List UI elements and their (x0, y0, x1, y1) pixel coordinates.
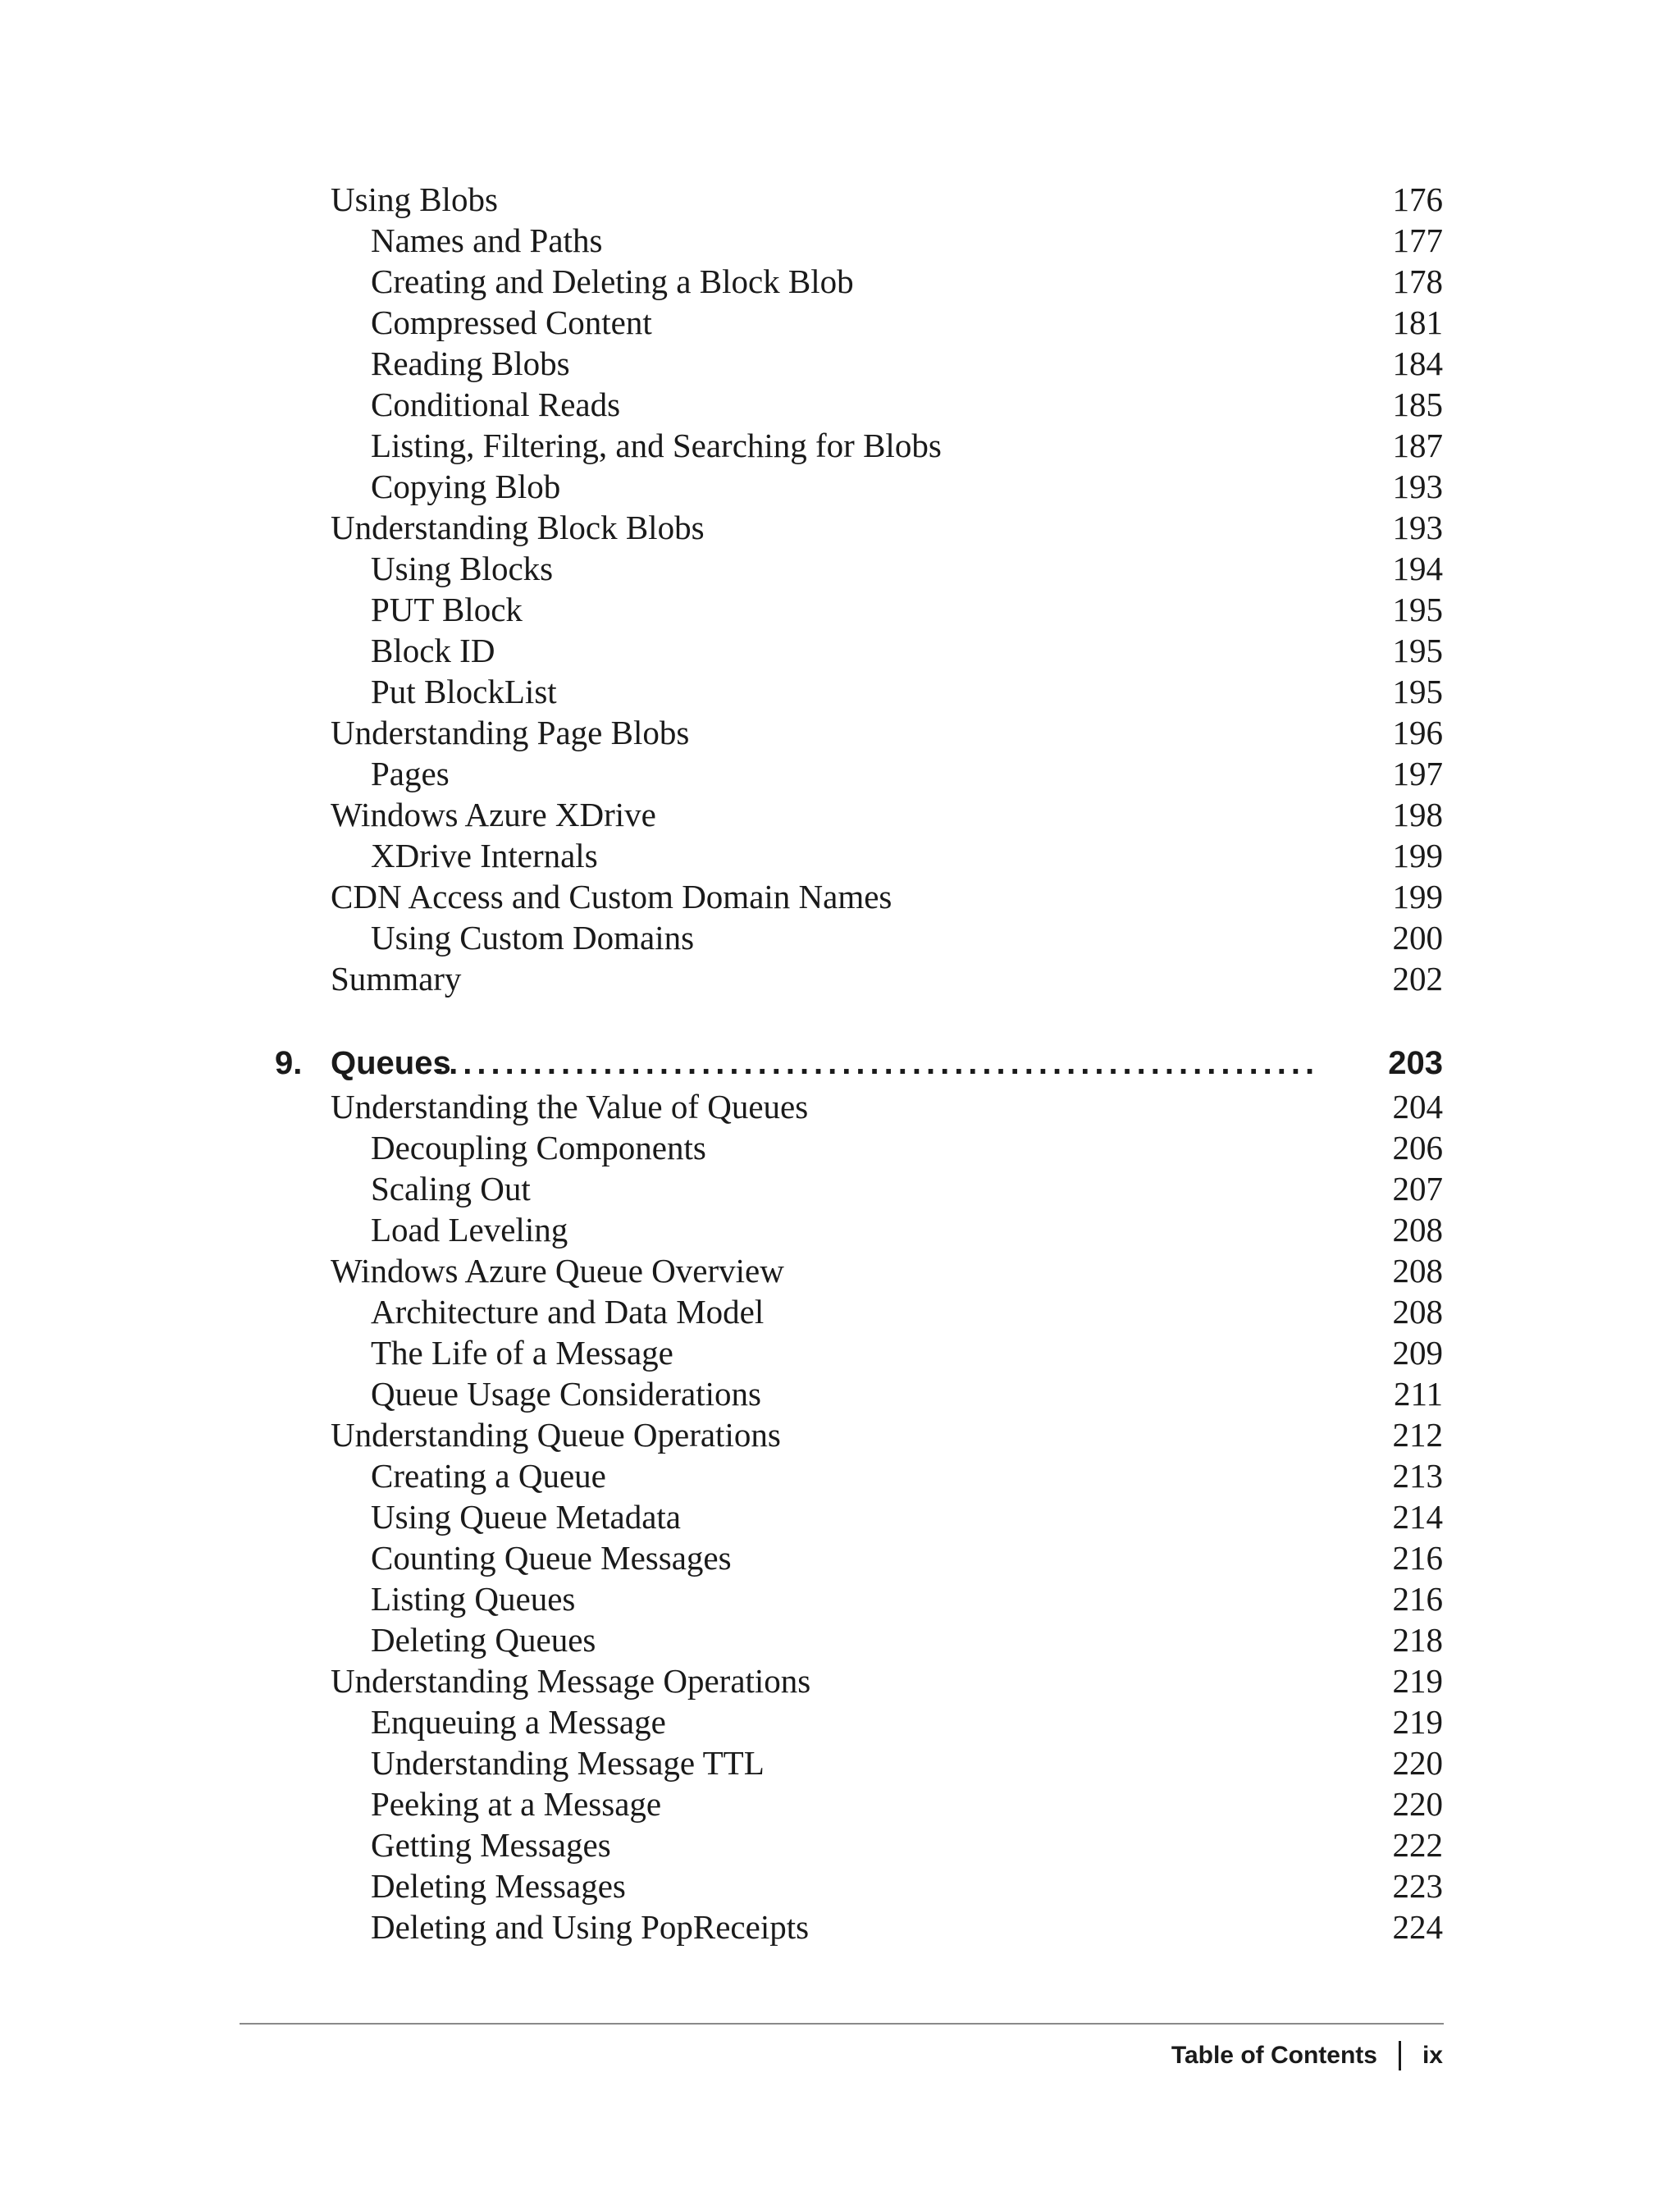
toc-entry[interactable] (0, 220, 1680, 261)
toc-entry-page: 218 (1392, 1621, 1443, 1659)
chapter-page: 203 (1388, 1045, 1443, 1081)
footer-separator (1399, 2041, 1401, 2070)
toc-entry[interactable] (0, 466, 1680, 507)
toc-entry[interactable] (0, 835, 1680, 876)
toc-entry-title: Listing, Filtering, and Searching for Blobs (371, 427, 942, 464)
toc-entry-title: PUT Block (371, 591, 523, 628)
footer-divider (240, 2023, 1444, 2025)
toc-entry-title: Understanding the Value of Queues (331, 1088, 809, 1125)
toc-entry-title: CDN Access and Custom Domain Names (331, 878, 892, 915)
toc-entry[interactable] (0, 507, 1680, 548)
toc-entry[interactable] (0, 384, 1680, 425)
toc-entry[interactable] (0, 1865, 1680, 1906)
toc-entry[interactable] (0, 1168, 1680, 1209)
toc-entry-title: Architecture and Data Model (371, 1293, 765, 1331)
toc-entry-page: 176 (1392, 180, 1443, 218)
toc-entry-title: Enqueuing a Message (371, 1703, 666, 1741)
toc-entry-page: 219 (1392, 1662, 1443, 1700)
toc-entry[interactable] (0, 1701, 1680, 1742)
toc-entry-page: 216 (1392, 1580, 1443, 1618)
toc-entry[interactable] (0, 794, 1680, 835)
toc-entry-title: Conditional Reads (371, 386, 621, 423)
toc-entry[interactable] (0, 1414, 1680, 1455)
chapter-title: Queues (331, 1045, 451, 1081)
toc-entry[interactable] (0, 1578, 1680, 1619)
toc-entry-page: 209 (1392, 1334, 1443, 1372)
toc-entry-title: Using Custom Domains (371, 919, 695, 956)
toc-entry-page: 206 (1392, 1129, 1443, 1166)
toc-entry-page: 177 (1392, 221, 1443, 259)
toc-entry-page: 195 (1392, 591, 1443, 628)
toc-entry-page: 208 (1392, 1293, 1443, 1331)
toc-entry-page: 219 (1392, 1703, 1443, 1741)
toc-entry-page: 208 (1392, 1252, 1443, 1290)
toc-entry-page: 220 (1392, 1744, 1443, 1782)
toc-entry-title: Decoupling Components (371, 1129, 706, 1166)
toc-entry-page: 199 (1392, 878, 1443, 915)
toc-entry-page: 187 (1392, 427, 1443, 464)
toc-entry-page: 204 (1392, 1088, 1443, 1125)
toc-entry-title: Understanding Message TTL (371, 1744, 765, 1782)
toc-entry-title: Deleting Queues (371, 1621, 596, 1659)
toc-entry-page: 195 (1392, 632, 1443, 669)
toc-entry[interactable] (0, 1250, 1680, 1291)
toc-entry-title: Reading Blobs (371, 345, 570, 382)
toc-entry[interactable] (0, 1209, 1680, 1250)
toc-entry[interactable] (0, 1332, 1680, 1373)
footer-page-number: ix (1422, 2042, 1443, 2069)
toc-entry[interactable] (0, 1127, 1680, 1168)
toc-entry-title: Deleting and Using PopReceipts (371, 1908, 810, 1946)
toc-entry-title: Copying Blob (371, 468, 561, 505)
toc-entry-page: 197 (1392, 755, 1443, 792)
toc-entry-page: 181 (1392, 304, 1443, 341)
toc-entry-title: Peeking at a Message (371, 1785, 662, 1823)
toc-entry[interactable] (0, 753, 1680, 794)
toc-entry-page: 193 (1392, 468, 1443, 505)
toc-entry[interactable] (0, 917, 1680, 958)
toc-entry-title: Queue Usage Considerations (371, 1375, 761, 1413)
toc-entry-title: Load Leveling (371, 1211, 568, 1249)
toc-entry-title: Windows Azure Queue Overview (331, 1252, 784, 1290)
toc-entry-page: 222 (1392, 1826, 1443, 1864)
toc-entry[interactable] (0, 302, 1680, 343)
toc-entry[interactable] (0, 1906, 1680, 1947)
toc-entry-title: Counting Queue Messages (371, 1539, 732, 1577)
dot-leader: ............................................................... (435, 1045, 1320, 1081)
toc-entry[interactable] (0, 958, 1680, 999)
toc-entry-title: Scaling Out (371, 1170, 531, 1208)
toc-entry[interactable] (0, 1496, 1680, 1537)
toc-entry[interactable] (0, 548, 1680, 589)
toc-entry-page: 224 (1392, 1908, 1443, 1946)
toc-entry-title: The Life of a Message (371, 1334, 673, 1372)
toc-entry-title: Understanding Queue Operations (331, 1416, 781, 1454)
toc-entry[interactable] (0, 179, 1680, 220)
toc-entry[interactable] (0, 1086, 1680, 1127)
toc-entry-page: 208 (1392, 1211, 1443, 1249)
toc-entry-page: 196 (1392, 714, 1443, 751)
toc-entry-page: 214 (1392, 1498, 1443, 1536)
toc-entry-page: 213 (1392, 1457, 1443, 1495)
toc-entry[interactable] (0, 876, 1680, 917)
toc-entry-title: Understanding Message Operations (331, 1662, 811, 1700)
toc-entry-title: XDrive Internals (371, 837, 598, 874)
toc-entry[interactable] (0, 425, 1680, 466)
chapter-number: 9. (275, 1045, 303, 1081)
toc-entry-title: Using Blobs (331, 180, 498, 218)
chapter-heading[interactable] (0, 1039, 1680, 1088)
toc-entry-page: 194 (1392, 550, 1443, 587)
toc-entry-title: Listing Queues (371, 1580, 576, 1618)
toc-entry-title: Creating a Queue (371, 1457, 606, 1495)
toc-entry[interactable] (0, 343, 1680, 384)
toc-entry[interactable] (0, 630, 1680, 671)
toc-entry-page: 211 (1394, 1375, 1443, 1413)
toc-entry-page: 195 (1392, 673, 1443, 710)
toc-entry[interactable] (0, 712, 1680, 753)
toc-entry[interactable] (0, 1537, 1680, 1578)
toc-entry[interactable] (0, 1783, 1680, 1824)
toc-entry-title: Windows Azure XDrive (331, 796, 656, 833)
toc-entry-page: 185 (1392, 386, 1443, 423)
toc-entry[interactable] (0, 589, 1680, 630)
toc-entry-title: Put BlockList (371, 673, 557, 710)
toc-entry-title: Understanding Block Blobs (331, 509, 705, 546)
toc-entry-page: 198 (1392, 796, 1443, 833)
toc-entry[interactable] (0, 1373, 1680, 1414)
toc-entry[interactable] (0, 671, 1680, 712)
toc-entry-title: Compressed Content (371, 304, 652, 341)
toc-entry-page: 199 (1392, 837, 1443, 874)
toc-entry-title: Getting Messages (371, 1826, 611, 1864)
toc-entry[interactable] (0, 1824, 1680, 1865)
toc-entry-title: Creating and Deleting a Block Blob (371, 262, 854, 300)
toc-entry-title: Using Blocks (371, 550, 554, 587)
toc-entry-title: Understanding Page Blobs (331, 714, 690, 751)
toc-entry-page: 207 (1392, 1170, 1443, 1208)
toc-entry-page: 178 (1392, 262, 1443, 300)
page-footer (1171, 2033, 1443, 2079)
toc-entry-title: Summary (331, 960, 462, 998)
footer-section-label: Table of Contents (1171, 2042, 1377, 2069)
toc-entry-page: 202 (1392, 960, 1443, 998)
toc-entry-page: 220 (1392, 1785, 1443, 1823)
toc-entry[interactable] (0, 261, 1680, 302)
toc-entry[interactable] (0, 1660, 1680, 1701)
toc-entry[interactable] (0, 1742, 1680, 1783)
toc-entry-title: Block ID (371, 632, 495, 669)
toc-entry-title: Pages (371, 755, 450, 792)
toc-entry-title: Names and Paths (371, 221, 603, 259)
toc-entry[interactable] (0, 1291, 1680, 1332)
toc-entry-page: 200 (1392, 919, 1443, 956)
toc-entry-page: 212 (1392, 1416, 1443, 1454)
toc-entry-page: 216 (1392, 1539, 1443, 1577)
toc-entry[interactable] (0, 1619, 1680, 1660)
toc-entry-page: 193 (1392, 509, 1443, 546)
toc-entry-title: Using Queue Metadata (371, 1498, 681, 1536)
toc-entry-page: 223 (1392, 1867, 1443, 1905)
toc-entry[interactable] (0, 1455, 1680, 1496)
toc-entry-page: 184 (1392, 345, 1443, 382)
toc-entry-title: Deleting Messages (371, 1867, 626, 1905)
